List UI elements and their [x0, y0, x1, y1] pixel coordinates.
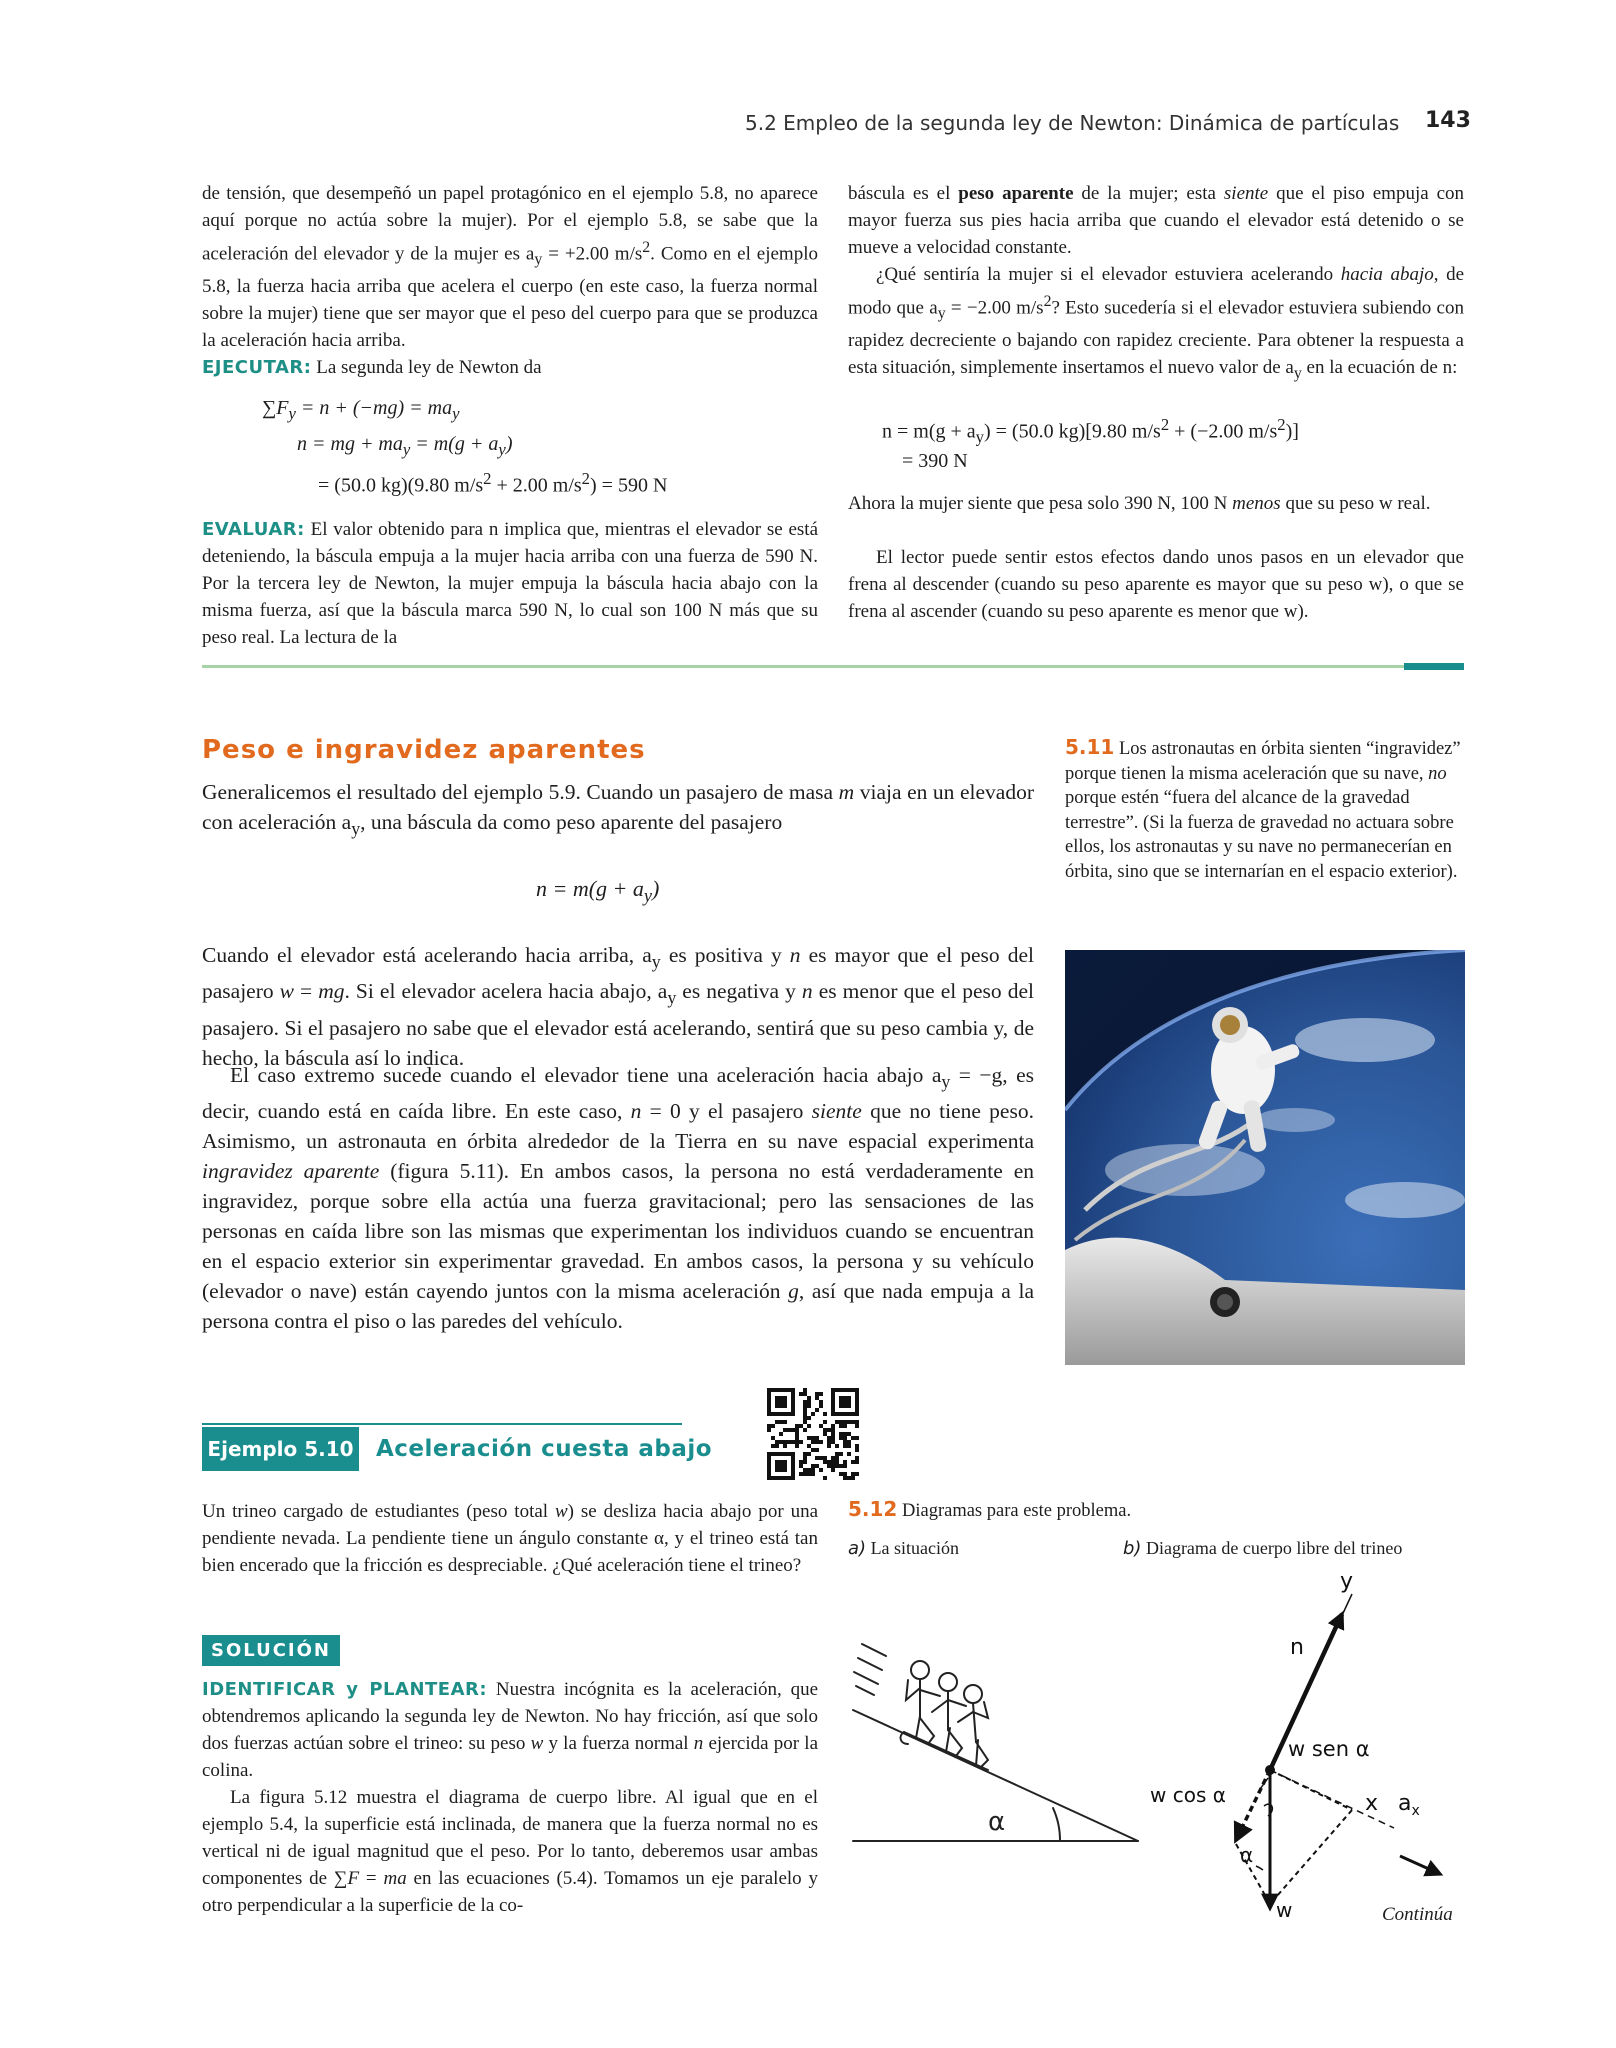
- section-divider: [202, 665, 1464, 668]
- equation-n-390-line2: = 390 N: [902, 450, 968, 472]
- section-paragraph-3: El caso extremo sucede cuando el elevador tiene una aceleración hacia abajo $a_y = -g$, es decir, cuando está en caída libre. En este caso, n = 0 y el pasajero siente que no tiene peso. Asimismo, un astronauta en órbita alrededor de la Tierra en su nave espacial experimenta ingravidez aparente (figura 5.11). En ambos casos, la persona no está verdaderamente en ingravidez, porque sobre ella actúa una fuerza gravitacional; pero las sensaciones de las personas en caída libre son las mismas que experimentan los individuos cuando se encuentran en el espacio exterior sin experimentar gravedad. En ambos casos, la persona y su vehículo (elevador o nave) están cayendo juntos con la misma aceleración g, así que nada empuja a la persona contra el piso o las paredes del vehículo.: [202, 1063, 1034, 1334]
- figure-5-11-caption: [1065, 735, 1465, 884]
- ejecutar-label: EJECUTAR:: [202, 357, 312, 378]
- figure-5-12-caption: [848, 1497, 1131, 1524]
- example-header-rule: [202, 1423, 682, 1425]
- right-top-paragraph-2: ¿Qué sentiría la mujer si el elevador estuviera acelerando hacia abajo, de modo que $a_y = -2.00$ $m/s^2$? Esto sucedería si el elevador estuviera subiendo con rapidez decreciente o bajando con rapidez creciente. Para obtener la respuesta a esta situación, simplemente insertamos el nuevo valor de $a_y$ en la ecuación de n:: [848, 264, 1465, 382]
- left-top-paragraph: de tensión, que desempeñó un papel protagónico en el ejemplo 5.8, no aparece aquí porque no actúa sobre la mujer). Por el ejemplo 5.8, se sabe que la aceleración del elevador y de la mujer es $a_y = +2.00$ $m/s^2$. Como en el ejemplo 5.8, la fuerza hacia arriba que acelera el cuerpo (en este caso, la fuerza normal sobre la mujer) tiene que ser mayor que el peso del cuerpo para que se produzca la aceleración hacia arriba.: [202, 183, 818, 352]
- x-label: x: [1365, 1791, 1379, 1816]
- identificar-text: Nuestra incógnita es la aceleración, que obtendremos aplicando la segunda ley de Newton. No hay fricción, así que solo dos fuerzas actúan sobre el trineo: su peso w y la fuerza normal n ejercida por la colina.: [202, 1679, 819, 1781]
- panel-a-letter: a): [848, 1538, 867, 1559]
- free-body-diagram: [1140, 1570, 1470, 1920]
- angle-label-b: α: [1240, 1843, 1254, 1867]
- sled-situation-diagram: [848, 1640, 1148, 1850]
- panel-b-text: Diagrama de cuerpo libre del trineo: [1145, 1538, 1403, 1558]
- continua-label: Continúa: [1382, 1904, 1453, 1925]
- evaluar-text: El valor obtenido para n implica que, mientras el elevador se está deteniendo, la báscula empuja a la mujer hacia arriba con una fuerza de 590 N. Por la tercera ley de Newton, la mujer empuja la báscula hacia abajo con la misma fuerza, así que la báscula marca 590 N, lo cual son 100 N más que su peso real. La lectura de la: [202, 519, 818, 648]
- panel-a-text: La situación: [870, 1538, 960, 1558]
- qr-code[interactable]: [767, 1388, 859, 1480]
- n-label: n: [1290, 1635, 1304, 1660]
- equation-sum-fy: $\sum F_y = n + (-mg) = ma_y$: [262, 397, 460, 423]
- right-top-paragraph-4: El lector puede sentir estos efectos dando unos pasos en un elevador que frena al descender (cuando su peso aparente es mayor que su peso w), o que se frena al ascender (cuando su peso aparente es menor que w).: [848, 547, 1464, 622]
- page-number: 143: [1425, 108, 1471, 133]
- panel-b-letter: b): [1123, 1538, 1142, 1559]
- figure-5-12-text: Diagramas para este problema.: [901, 1501, 1132, 1521]
- evaluar-paragraph: [202, 516, 818, 651]
- identificar-label: IDENTIFICAR y PLANTEAR:: [202, 1679, 488, 1700]
- section-paragraph-2: Cuando el elevador está acelerando hacia arriba, $a_y$ es positiva y n es mayor que el peso del pasajero w = mg. Si el elevador acelera hacia abajo, $a_y$ es negativa y n es menor que el peso del pasajero. Si el pasajero no sabe que el elevador está acelerando, sentirá que su peso cambia y, de hecho, la báscula así lo indica.: [202, 943, 1034, 1070]
- wsen-label: w sen α: [1288, 1737, 1370, 1761]
- section-divider-accent: [1404, 663, 1464, 670]
- panel-a-label: [848, 1536, 959, 1562]
- equation-n-result: = (50.0 kg)(9.80 $m/s^2 + 2.00$ $m/s^2) = 590$ N: [318, 469, 668, 497]
- example-tag: Ejemplo 5.10: [202, 1427, 359, 1471]
- figure-5-11-text: Los astronautas en órbita sienten “ingravidez” porque tienen la misma aceleración que su nave, no porque estén “fuera del alcance de la gravedad terrestre”. (Si la fuerza de gravedad no actuara sobre ellos, los astronautas y su nave no permanecerían en órbita, sino que se internarían en el espacio exterior).: [1065, 739, 1461, 882]
- figure-5-11-number: 5.11: [1065, 735, 1115, 759]
- y-label: y: [1340, 1570, 1354, 1594]
- wsen-component: [1270, 1770, 1352, 1810]
- ax-label: $a_x$: [1398, 1791, 1420, 1819]
- example-title: Aceleración cuesta abajo: [376, 1436, 713, 1462]
- identificar-paragraph: [202, 1676, 818, 1784]
- right-top-paragraph-3: Ahora la mujer siente que pesa solo 390 N, 100 N menos que su peso w real.: [848, 493, 1431, 514]
- equation-n-390-line1: $n = m(g + a_y) = (50.0$ kg)[9.80 $m/s^2 + (-2.00$ $m/s^2$)]: [882, 415, 1299, 447]
- solution-badge: SOLUCIÓN: [202, 1635, 340, 1666]
- example-paragraph-2: La figura 5.12 muestra el diagrama de cuerpo libre. Al igual que en el ejemplo 5.4, la superficie está inclinada, de manera que la fuerza normal no es vertical ni de igual magnitud que el peso. Por lo tanto, deberemos usar ambas componentes de ∑F = ma en las ecuaciones (5.4). Tomamos un eje paralelo y otro perpendicular a la superficie de la co-: [202, 1787, 819, 1916]
- ejecutar-text: La segunda ley de Newton da: [316, 357, 542, 378]
- panel-b-label: [1123, 1536, 1402, 1562]
- right-top-paragraph-1: báscula es el peso aparente de la mujer; esta siente que el piso empuja con mayor fuerza sus pies hacia arriba que cuando el elevador está detenido o se mueve a velocidad constante.: [848, 183, 1465, 258]
- section-intro: Generalicemos el resultado del ejemplo 5.9. Cuando un pasajero de masa m viaja en un elevador con aceleración $a_y$, una báscula da como peso aparente del pasajero: [202, 780, 1035, 839]
- running-header: 5.2 Empleo de la segunda ley de Newton: Dinámica de partículas: [745, 111, 1400, 135]
- equation-n-mg: n = mg + $ma_y = m(g + a_y)$: [297, 433, 513, 459]
- angle-label-a: α: [988, 1807, 1006, 1837]
- figure-5-12-number: 5.12: [848, 1497, 898, 1521]
- acceleration-arrow: [1400, 1856, 1440, 1874]
- example-statement: Un trineo cargado de estudiantes (peso total w) se desliza hacia abajo por una pendiente nevada. La pendiente tiene un ángulo constante α, y el trineo está tan bien encerado que la fricción es despreciable. ¿Qué aceleración tiene el trineo?: [202, 1501, 818, 1576]
- evaluar-label: EVALUAR:: [202, 519, 305, 540]
- w-label: w: [1276, 1898, 1293, 1920]
- wcos-label: w cos α: [1150, 1783, 1226, 1807]
- section-equation: $n = m(g + a_y)$: [536, 876, 660, 906]
- ejecutar-line: [202, 354, 818, 381]
- astronaut-photo: [1065, 950, 1465, 1365]
- angle-arc: [1053, 1808, 1060, 1841]
- section-title: Peso e ingravidez aparentes: [202, 735, 646, 765]
